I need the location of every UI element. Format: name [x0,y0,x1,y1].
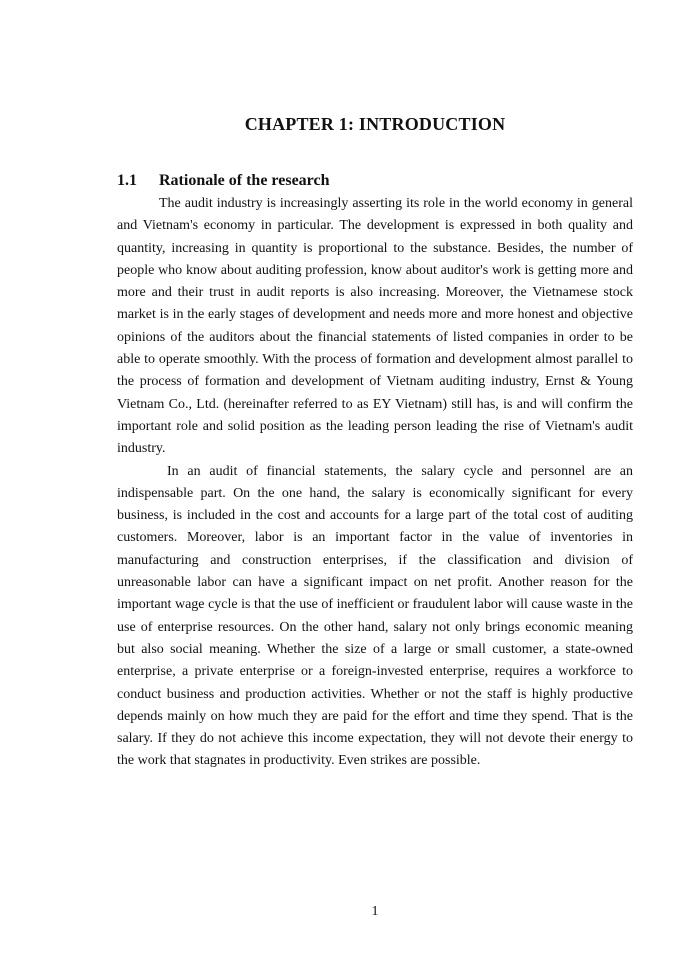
chapter-title: CHAPTER 1: INTRODUCTION [244,114,506,134]
section-title: Rationale of the research [159,172,330,189]
section-number: 1.1 [117,172,137,189]
body-text [117,193,633,773]
paragraph: The audit industry is increasingly asserting its role in the world economy in general and Vietnam's economy in particular. The development is expressed in both quality and quantity, increasing in quantity is proportional to the substance. Besides, the number of people who know about auditing profession, know about auditor's work is getting more and more and their trust in audit reports is also increasing. Moreover, the Vietnamese stock market is in the early stages of development and needs more and more honest and objective opinions of the auditors about the financial statements of listed companies in order to be able to operate smoothly. With the process of formation and development almost parallel to the process of formation and development of Vietnam auditing industry, Ernst & Young Vietnam Co., Ltd. (hereinafter referred to as EY Vietnam) still has, is and will confirm the important role and solid position as the leading person leading the rise of Vietnam's audit industry. [117,196,633,457]
paragraph: In an audit of financial statements, the salary cycle and personnel are an indispensable part. On the one hand, the salary is economically significant for every business, is included in the cost and accounts for a large part of the total cost of auditing customers. Moreover, labor is an important factor in the value of inventories in manufacturing and construction enterprises, if the classification and division of unreasonable labor can have a significant impact on net profit. Another reason for the important wage cycle is that the use of inefficient or fraudulent labor will cause waste in the use of enterprise resources. On the other hand, salary not only brings economic meaning but also social meaning. Whether the size of a large or small customer, a state-owned enterprise, a private enterprise or a foreign-invested enterprise, requires a workforce to conduct business and production activities. Whether or not the staff is highly productive depends mainly on how much they are paid for the effort and time they spend. That is the salary. If they do not achieve this income expectation, they will not devote their energy to the work that stagnates in productivity. Even strikes are possible. [117,463,633,769]
page-number: 1 [371,904,379,919]
section-heading [117,172,329,190]
